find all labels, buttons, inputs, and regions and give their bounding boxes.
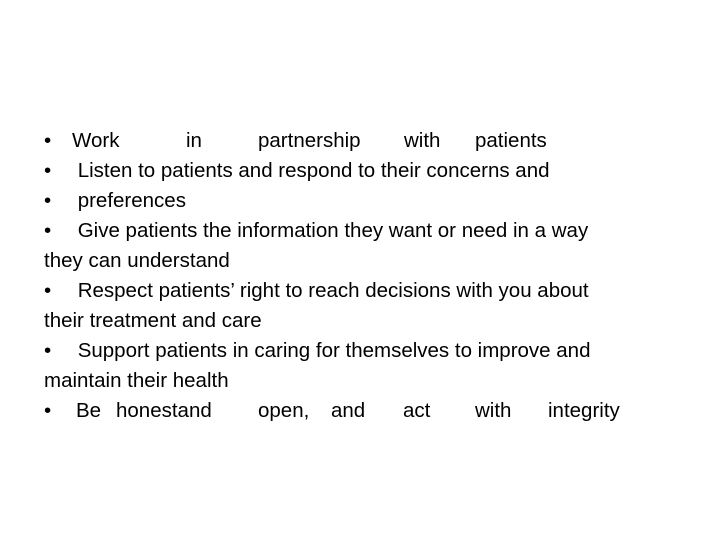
bullet-marker: • bbox=[44, 189, 52, 212]
bullet-word: Be bbox=[76, 399, 102, 422]
bullet-word: with bbox=[475, 399, 512, 422]
bullet-marker: • bbox=[44, 219, 52, 242]
bullet-text: Listen to patients and respond to their concerns and bbox=[77, 159, 550, 182]
bullet-marker: • bbox=[44, 279, 52, 302]
bullet-word: open, bbox=[258, 399, 310, 422]
bullet-text: Support patients in caring for themselves to improve and bbox=[77, 339, 591, 362]
bullet-word: Work bbox=[72, 129, 120, 152]
bullet-word: with bbox=[404, 129, 441, 152]
bullet-text: preferences bbox=[77, 189, 186, 212]
bullet-text: their treatment and care bbox=[44, 309, 262, 332]
bullet-item-7 bbox=[44, 396, 684, 426]
bullet-word: in bbox=[186, 129, 202, 152]
bullet-item-6 bbox=[44, 336, 684, 366]
bullet-word: and bbox=[331, 399, 366, 422]
bullet-marker: • bbox=[44, 159, 52, 182]
bullet-item-5 bbox=[44, 276, 684, 306]
bullet-item-2 bbox=[44, 156, 684, 186]
bullet-continuation bbox=[44, 306, 684, 336]
bullet-word: honestand bbox=[116, 399, 212, 422]
bullet-list bbox=[44, 126, 684, 426]
bullet-item-1 bbox=[44, 126, 684, 156]
bullet-item-4 bbox=[44, 216, 684, 246]
bullet-marker: • bbox=[44, 129, 52, 152]
bullet-word: act bbox=[403, 399, 431, 422]
bullet-word: patients bbox=[475, 129, 547, 152]
bullet-text: they can understand bbox=[44, 249, 230, 272]
bullet-text: maintain their health bbox=[44, 369, 229, 392]
bullet-marker: • bbox=[44, 399, 52, 422]
bullet-word: integrity bbox=[548, 399, 620, 422]
bullet-continuation bbox=[44, 246, 684, 276]
bullet-marker: • bbox=[44, 339, 52, 362]
bullet-continuation bbox=[44, 366, 684, 396]
bullet-text: Give patients the information they want or need in a way bbox=[77, 219, 589, 242]
bullet-text: Respect patients’ right to reach decisions with you about bbox=[77, 279, 589, 302]
bullet-word: partnership bbox=[258, 129, 361, 152]
bullet-item-3 bbox=[44, 186, 684, 216]
